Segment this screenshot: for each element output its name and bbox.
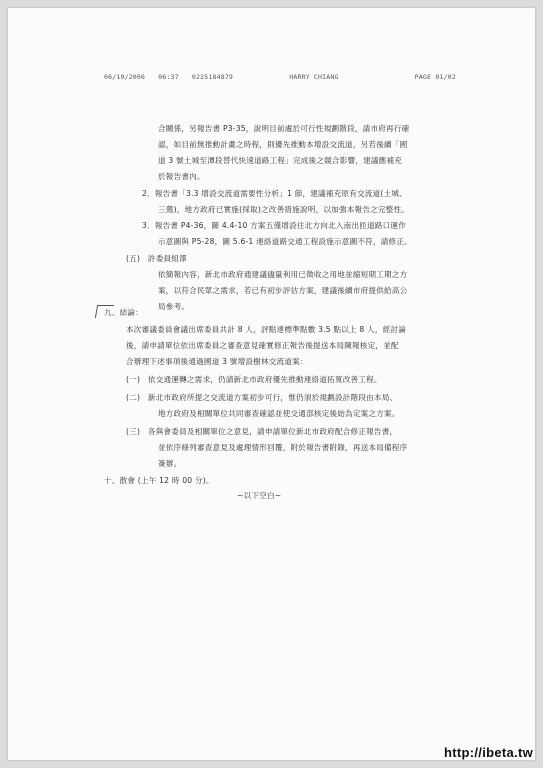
body-line: 並依序條列審查意見及處理情形回覆，附於報告書附錄，再送本局備程序 <box>158 443 408 452</box>
body-line: 本次審議委員會議出席委員共計 8 人，評點達標準點數 3.5 點以上 8 人，經討論 <box>126 325 407 334</box>
body-line: 示意圖與 P5-28，圖 5.6-1 連絡道路交通工程設施示意圖不符，請修正。 <box>158 237 412 246</box>
fax-page-number: PAGE 01/02 <box>414 73 456 81</box>
fax-header <box>104 73 456 81</box>
body-line: 合關係，另報告書 P3-35，說明目前處於可行性規劃階段，請市府再行確 <box>158 124 410 133</box>
conclusion-item: (一) 依交通運轉之需求，仍請新北市政府優先推動連絡道拓寬改善工程。 <box>126 375 382 384</box>
site-watermark: http://ibeta.tw <box>444 745 533 760</box>
fax-time: 06:37 <box>158 73 179 81</box>
body-line: 於報告書內。 <box>158 172 205 181</box>
body-line: 後，請申請單位依出席委員之審查意見確實修正報告後提送本局陳報核定，並配 <box>126 341 399 350</box>
body-line: 合辦理下述事項後通過國道 3 號增設樹林交流道案： <box>126 357 308 366</box>
body-line: 3．報告書 P4-36，圖 4.4-10 方案五僅增設往北方向北入南出匝道路口運作 <box>142 221 407 230</box>
conclusion-heading: 九、結論： <box>104 308 143 317</box>
body-line: 局參考。 <box>158 302 190 311</box>
adjournment-line: 十、散會 (上午 12 時 00 分)。 <box>104 476 214 485</box>
section-heading: (五) 許委員組澤 <box>126 254 187 263</box>
body-line: 道 3 號土城至潭段替代快速道路工程」完成後之競合影響，建議應補充 <box>158 156 403 165</box>
body-line: 地方政府及相關單位共同審查確認並使交通部核定後始為定案之方案。 <box>158 409 400 418</box>
fax-number: 0225184879 <box>191 73 234 81</box>
conclusion-item: (二) 新北市政府所提之交流道方案初步可行，惟仍須於規劃設計階段由本局、 <box>126 393 398 402</box>
body-line: 認，如目前無推動計畫之時程，則優先推動本增設交流道，另若後續「國 <box>158 140 408 149</box>
body-line: 依簡報內容，新北市政府通建議儘量利用已徵收之用地並縮短期工期之方 <box>158 270 408 279</box>
body-line: 2．報告書「3.3 增設交流道需要性分析」1 節，建議補充原有交流道(土城、 <box>142 189 407 198</box>
fax-sender: HARRY CHIANG <box>289 73 339 81</box>
conclusion-item: (三) 各與會委員及相關單位之意見，請申請單位新北市政府配合修正報告書， <box>126 427 398 436</box>
body-line: 簽辦。 <box>158 459 182 468</box>
body-line: 三鶯)，地方政府已實施(採取)之改善措施說明，以加強本報告之完整性。 <box>158 205 410 214</box>
blank-below-note: ~以下空白~ <box>237 491 282 500</box>
fax-date: 06/19/2006 <box>104 73 146 81</box>
body-line: 案，以符合民眾之需求，若已有初步評估方案，建議後續市府提供給高公 <box>158 286 408 295</box>
